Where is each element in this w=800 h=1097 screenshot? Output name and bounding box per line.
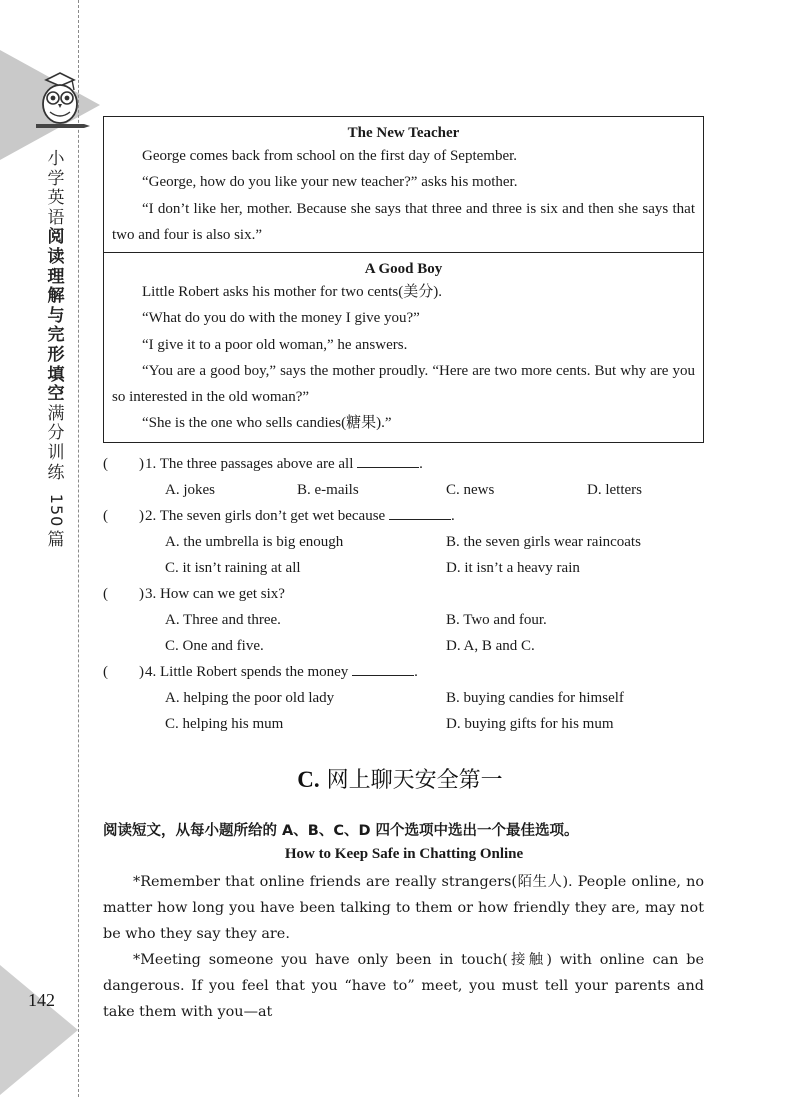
title-char: 满 [47, 403, 65, 424]
title-char: 英 [47, 188, 65, 209]
title-char: 填 [47, 364, 65, 385]
title-char: 篇 [47, 529, 65, 550]
option-row [103, 685, 704, 711]
title-char: 阅 [47, 227, 65, 248]
title-number: 150 [46, 493, 66, 528]
question-text: 4. Little Robert spends the money [145, 664, 349, 680]
answer-paren-open: ( [103, 456, 108, 472]
question-text: 2. The seven girls don’t get wet because [145, 508, 386, 524]
chat-safety-passage [103, 869, 704, 1025]
passage-paragraph: “George, how do you like your new teacher?” asks his mother. [142, 174, 518, 191]
answer-paren-close: ) [139, 586, 144, 602]
question-stem [145, 503, 455, 529]
option-d[interactable]: D. letters [587, 482, 642, 498]
question-punct: . [414, 664, 418, 680]
question-punct: . [450, 508, 455, 524]
option-row [103, 477, 704, 503]
title-char: 读 [47, 246, 65, 267]
option-b[interactable]: B. buying candies for himself [446, 690, 624, 706]
passage-paragraph: *Meeting someone you have only been in touch(接触) with online can be dangerous. If you feel that you “have to” meet, you must tell your parents and take them with you—at [103, 952, 704, 1020]
option-d[interactable]: D. it isn’t a heavy rain [446, 560, 580, 576]
answer-blank[interactable] [352, 661, 414, 676]
answer-paren-close: ) [139, 664, 144, 680]
option-row [103, 555, 704, 581]
question-stem [145, 451, 423, 477]
option-c[interactable]: C. news [446, 482, 495, 498]
title-char: 训 [47, 442, 65, 463]
title-char: 理 [47, 266, 65, 287]
option-c[interactable]: C. it isn’t raining at all [165, 560, 301, 576]
passage-box-good-boy [103, 253, 704, 443]
section-title-text: 网上聊天安全第一 [326, 768, 503, 793]
option-b[interactable]: B. Two and four. [446, 612, 547, 628]
passage-paragraph: “You are a good boy,” says the mother proudly. “Here are two more cents. But why are you so interested in the old woman?” [112, 362, 695, 406]
sidebar [0, 0, 100, 1097]
title-char: 空 [47, 384, 65, 405]
question-list [103, 451, 704, 737]
title-char: 语 [47, 207, 65, 228]
option-a[interactable]: A. helping the poor old lady [165, 690, 335, 706]
title-char: 解 [47, 286, 65, 307]
answer-paren-close: ) [139, 456, 144, 472]
option-b[interactable]: B. e-mails [297, 482, 359, 498]
passage-box-new-teacher [103, 116, 704, 253]
question-text: 3. How can we get six? [145, 586, 285, 602]
answer-blank[interactable] [357, 453, 419, 468]
passage-paragraph: George comes back from school on the first day of September. [142, 148, 518, 164]
passage-paragraph: “She is the one who sells candies(糖果).” [142, 415, 392, 432]
answer-paren-open: ( [103, 586, 108, 602]
option-c[interactable]: C. helping his mum [165, 716, 284, 732]
answer-paren-open: ( [103, 508, 108, 524]
title-char: 形 [47, 344, 65, 365]
title-char: 小 [47, 149, 65, 169]
answer-blank[interactable] [389, 505, 451, 520]
question-text: 1. The three passages above are all [145, 456, 354, 472]
passage-title: A Good Boy [364, 261, 443, 277]
page-number: 142 [28, 990, 55, 1010]
question-punct: . [419, 456, 423, 472]
title-char: 练 [47, 462, 65, 483]
option-row [103, 607, 704, 633]
passage-title: How to Keep Safe in Chatting Online [284, 846, 524, 862]
question-3 [103, 581, 704, 607]
title-char: 学 [47, 168, 65, 189]
passage-paragraph: “I don’t like her, mother. Because she says that three and three is six and then she says that two and four is also six.” [112, 200, 695, 243]
question-stem [145, 659, 418, 685]
passage-paragraph: “I give it to a poor old woman,” he answers. [142, 336, 408, 353]
passage-paragraph: *Remember that online friends are really strangers(陌生人). People online, no matter how long you have been talking to them or how friendly they are, may not be who they say they are. [103, 874, 704, 942]
answer-paren-close: ) [139, 508, 144, 524]
title-char: 完 [47, 325, 65, 346]
section-letter: C. [297, 767, 320, 792]
binding-dashed-line [78, 0, 79, 1097]
passage-title: The New Teacher [347, 125, 460, 141]
section-heading [0, 763, 800, 794]
option-row [103, 711, 704, 737]
owl-mascot-icon [30, 70, 90, 132]
option-b[interactable]: B. the seven girls wear raincoats [446, 534, 641, 550]
option-row [103, 529, 704, 555]
title-char: 分 [47, 423, 65, 444]
option-a[interactable]: A. the umbrella is big enough [165, 534, 344, 550]
option-a[interactable]: A. jokes [165, 482, 215, 498]
title-char: 与 [47, 305, 65, 326]
option-d[interactable]: D. A, B and C. [446, 638, 535, 654]
answer-paren-open: ( [103, 664, 108, 680]
passage-paragraph: Little Robert asks his mother for two cents(美分). [142, 284, 442, 300]
option-row [103, 633, 704, 659]
option-d[interactable]: D. buying gifts for his mum [446, 716, 614, 732]
section-instruction: 阅读短文，从每小题所给的 A、B、C、D 四个选项中选出一个最佳选项。 [103, 823, 579, 839]
sidebar-bottom-triangle [0, 965, 78, 1095]
option-c[interactable]: C. One and five. [165, 638, 264, 654]
question-2 [103, 503, 704, 529]
vertical-book-title [43, 150, 69, 550]
passage-paragraph: “What do you do with the money I give you?” [142, 310, 420, 327]
question-1 [103, 451, 704, 477]
question-4 [103, 659, 704, 685]
option-a[interactable]: A. Three and three. [165, 612, 281, 628]
